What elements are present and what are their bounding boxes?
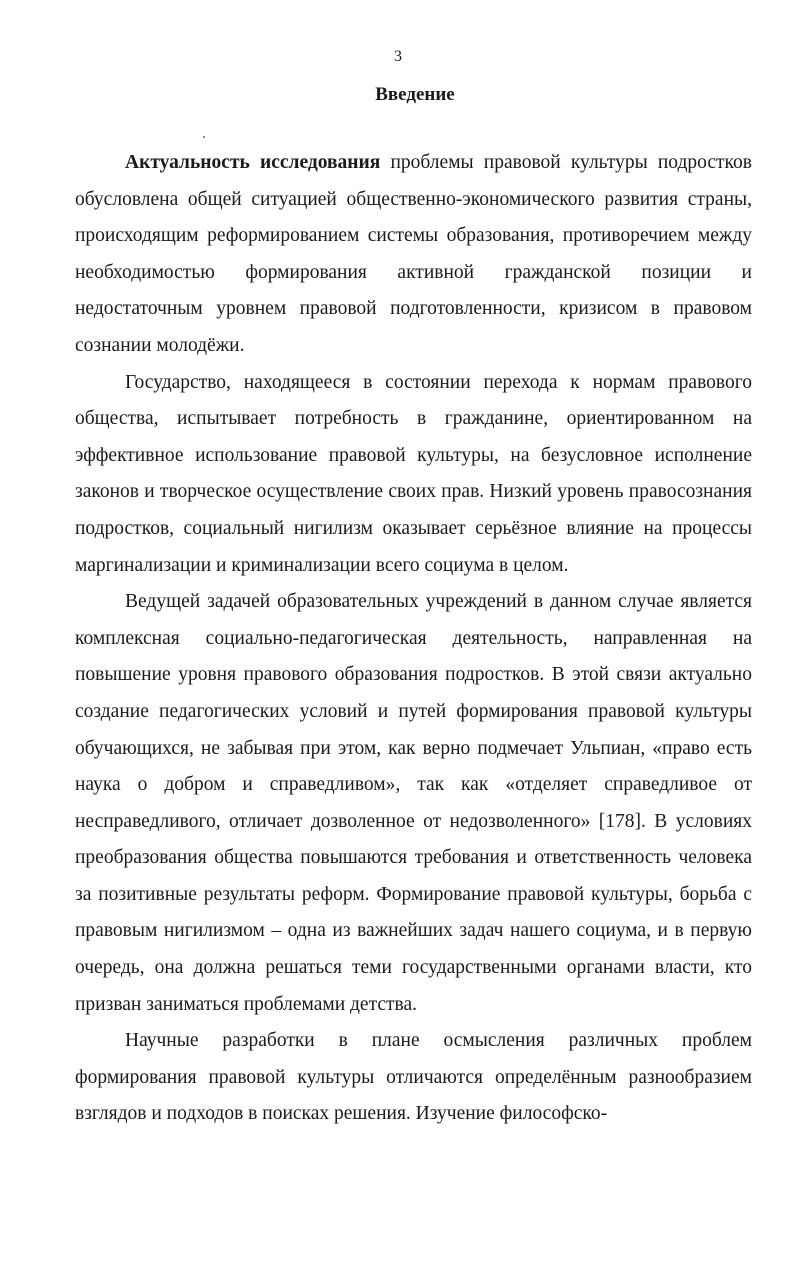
paragraph-education: Ведущей задачей образовательных учреждений в данном случае является комплексная социально-педагогическая деятельность, направленная на повышение уровня правового образования подростков. В этой связи актуально создание педагогических условий и путей формирования правовой культуры обучающихся, не забывая при этом, как верно подмечает Ульпиан, «право есть наука о добром и справедливом», так как «отделяет справедливое от несправедливого, отличает дозволенное от недозволенного» [178]. В условиях преобразования общества повышаются требования и ответственность человека за позитивные результаты реформ. Формирование правовой культуры, борьба с правовым нигилизмом – одна из важнейших задач нашего социума, и в первую очередь, она должна решаться теми государственными органами власти, кто призван заниматься проблемами детства.	[75, 591, 752, 1015]
page-number: 3	[394, 48, 402, 65]
body-text	[75, 145, 752, 1133]
page-title: Введение	[375, 84, 455, 105]
paragraph-relevance	[75, 145, 752, 365]
paragraph-text: проблемы правовой культуры подростков обусловлена общей ситуацией общественно-экономического развития страны, происходящим реформированием системы образования, противоречием между необходимостью формирования активной гражданской позиции и недостаточным уровнем правовой подготовленности, кризисом в правовом сознании молодёжи.	[75, 152, 752, 356]
scan-speck	[203, 136, 205, 138]
paragraph-lead: Актуальность исследования	[125, 152, 381, 173]
paragraph-research: Научные разработки в плане осмысления различных проблем формирования правовой культуры отличаются определённым разнообразием взглядов и подходов в поисках решения. Изучение философско-	[75, 1030, 752, 1125]
paragraph-state: Государство, находящееся в состоянии перехода к нормам правового общества, испытывает потребность в гражданине, ориентированном на эффективное использование правовой культуры, на безусловное исполнение законов и творческое осуществление своих прав. Низкий уровень правосознания подростков, социальный нигилизм оказывает серьёзное влияние на процессы маргинализации и криминализации всего социума в целом.	[75, 371, 752, 576]
